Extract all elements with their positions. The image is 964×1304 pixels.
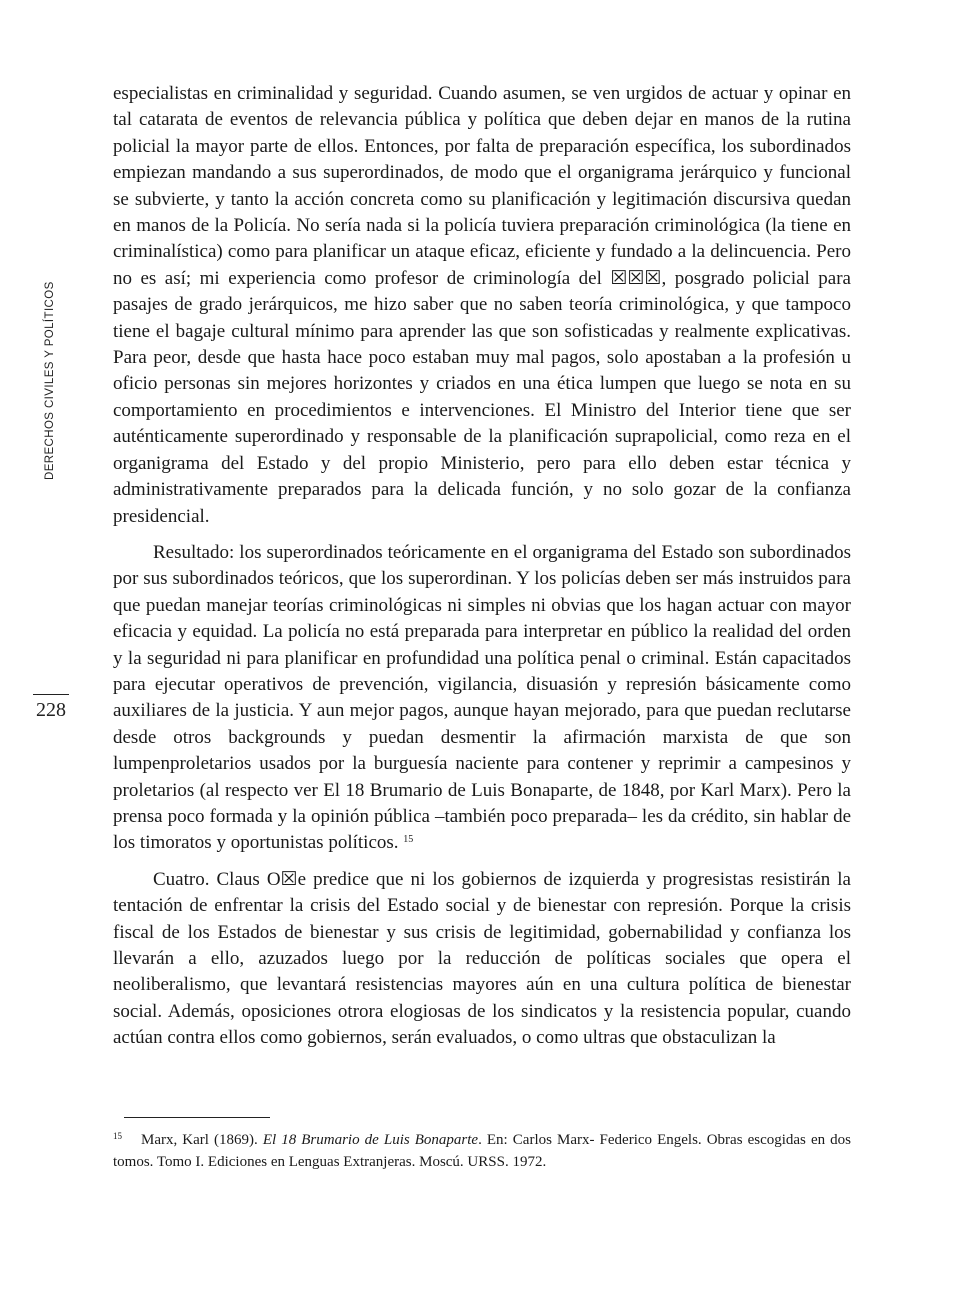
running-header-vertical: DERECHOS CIVILES Y POLÍTICOS	[44, 281, 56, 480]
footnote-separator	[124, 1117, 270, 1118]
footnote-number: 15	[113, 1131, 122, 1141]
footnote-author: Marx, Karl (1869).	[141, 1132, 263, 1148]
paragraph-1: especialistas en criminalidad y seguridad. Cuando asumen, se ven urgidos de actuar y opinar en tal catarata de eventos de relevancia pública y política que deben dejar en manos de la rutina policial la mayor parte de ellos. Entonces, por falta de preparación específica, los subordinados empiezan mandando a sus superordinados, de modo que el organigrama jerárquico y funcional se subvierte, y tanto la acción concreta como su planificación y legitimación discursiva quedan en manos de la Policía. No sería nada si la policía tuviera preparación criminológica (la tiene en criminalística) como para planificar un ataque eficaz, eficiente y fundado a la delincuencia. Pero no es así; mi experiencia como profesor de criminología del ☒☒☒, posgrado policial para pasajes de grado jerárquicos, me hizo saber que no saben teoría criminológica, y que tampoco tiene el bagaje cultural mínimo para aprender las que son sofisticadas y realmente explicativas. Para peor, desde que hasta hace poco estaban muy mal pagos, solo apostaban a la profesión u oficio personas sin mejores horizontes y criados en una ética lumpen que luego se nota en su comportamiento en procedimientos e intervenciones. El Ministro del Interior tiene que ser auténticamente superordinado y responsable de la planificación suprapolicial, como reza en el organigrama del Estado y del propio Ministerio, pero para ello deben estar técnica y administrativamente preparados para la delicada función, y no solo gozar de la confianza presidencial.	[113, 83, 851, 527]
page-number: 228	[36, 699, 66, 721]
paragraph-3: Cuatro. Claus O☒e predice que ni los gobiernos de izquierda y progresistas resistirán la tentación de enfrentar la crisis del Estado social y de bienestar con represión. Porque la crisis fiscal de los Estados de bienestar y sus crisis de legitimidad, gobernabilidad y confianza los llevarán a ello, azuzados luego por la reducción de políticas sociales que opera el neoliberalismo, que levantará resistencias mayores aún en una cultura política de bienestar social. Además, oposiciones otrora elogiosas de los sindicatos y la resistencia popular, cuando actúan contra ellos como gobiernos, serán evaluados, o como ultras que obstaculizan la	[113, 868, 851, 1049]
paragraph-2-text: Resultado: los superordinados teóricamente en el organigrama del Estado son subordinados por sus subordinados teóricos, que los superordinan. Y los policías deben ser más instruidos para que puedan manejar teorías criminológicas ni simples ni obvias que los hagan actuar con mayor eficacia y equidad. La policía no está preparada para interpretar en público la realidad del orden y la seguridad ni para planificar en profundidad una política penal o criminal. Están capacitados para ejecutar operativos de prevención, vigilancia, disuasión y represión básicamente como auxiliares de la justicia. Y aun mejor pagos, aunque hayan mejorado, para que puedan reclutarse desde otros backgrounds y puedan desmentir la afirmación marxista de que son lumpenproletarios usados por la burguesía naciente para contener y reprimir a campesinos y proletarios (al respecto ver El 18 Brumario de Luis Bonaparte, de 1848, por Karl Marx). Pero la prensa poco formada y la opinión pública –también poco preparada– les da crédito, sin hablar de los timoratos y oportunistas políticos.	[113, 541, 851, 854]
footnote-reference: 15	[403, 834, 414, 846]
footnote-title: El 18 Brumario de Luis Bonaparte	[262, 1132, 479, 1148]
footnote	[113, 1125, 851, 1173]
body-text	[113, 81, 851, 1062]
footnote-rest: . En: Carlos Marx- Federico Engels. Obras escogidas en dos tomos. Tomo I. Ediciones en Lenguas Extranjeras. Moscú. URSS. 1972.	[113, 1132, 852, 1170]
paragraph-2	[113, 540, 851, 857]
page-number-rule	[33, 694, 69, 695]
